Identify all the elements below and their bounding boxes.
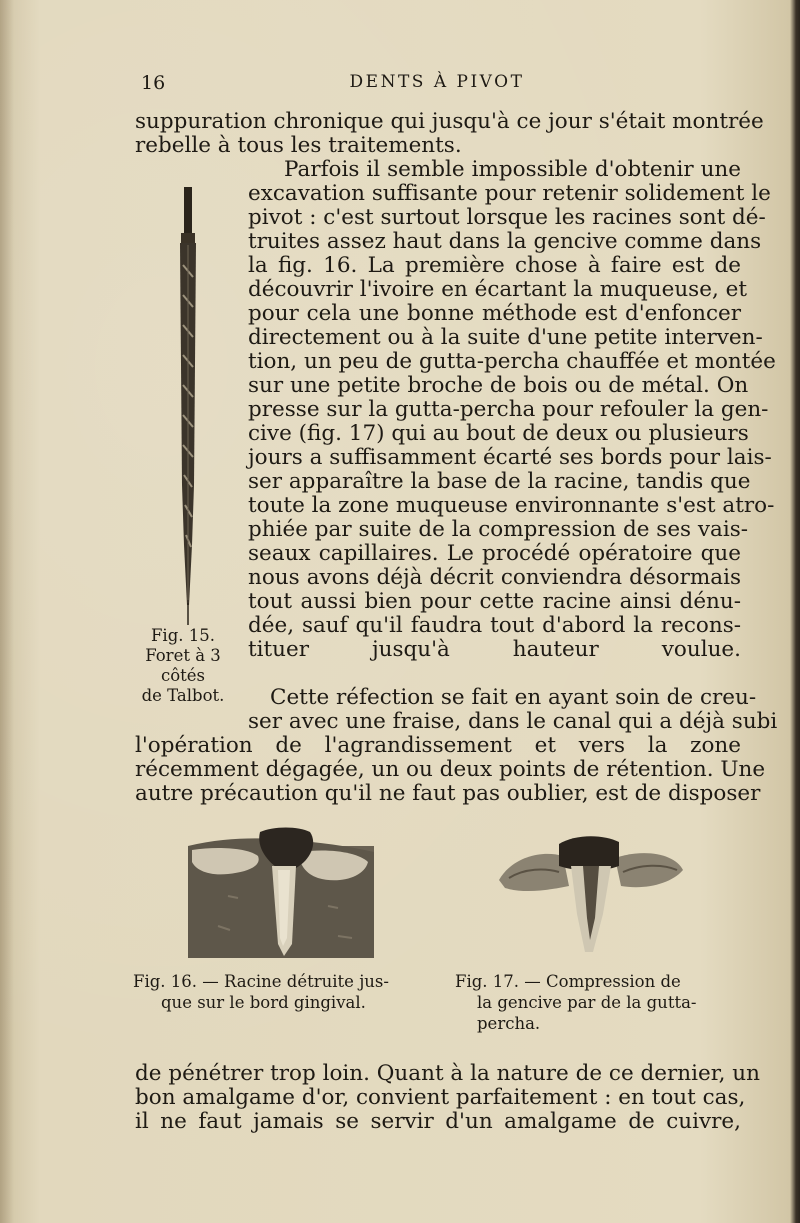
text-line: ser apparaître la base de la racine, tandis que bbox=[248, 469, 751, 494]
text-line: suppuration chronique qui jusqu'à ce jour s'était montrée bbox=[135, 109, 764, 134]
fig15-caption-line: côtés bbox=[160, 666, 206, 685]
text-line: pour cela une bonne méthode est d'enfoncer bbox=[248, 301, 741, 326]
text-line: autre précaution qu'il ne faut pas oublier, est de disposer bbox=[135, 781, 761, 806]
text-line: Parfois il semble impossible d'obtenir une bbox=[284, 157, 741, 182]
page-edge-shadow bbox=[0, 0, 14, 1223]
text-line: de pénétrer trop loin. Quant à la nature de ce dernier, un bbox=[135, 1061, 760, 1086]
fig17-caption-line: percha. bbox=[477, 1014, 541, 1033]
text-line: truites assez haut dans la gencive comme dans bbox=[248, 229, 762, 254]
text-line: tituer jusqu'à hauteur voulue. bbox=[248, 637, 741, 662]
fig17-gutta-percha-illustration bbox=[495, 828, 687, 958]
fig15-caption bbox=[124, 626, 242, 706]
running-title: DENTS À PIVOT bbox=[349, 72, 525, 92]
text-line: phiée par suite de la compression de ses vais- bbox=[248, 517, 749, 542]
fig15-caption-line: Foret à 3 bbox=[145, 646, 221, 665]
fig17-caption-line: la gencive par de la gutta- bbox=[477, 993, 697, 1012]
text-line: pivot : c'est surtout lorsque les racines sont dé- bbox=[248, 205, 766, 230]
text-line: tion, un peu de gutta-percha chauffée et montée bbox=[248, 349, 776, 374]
fig15-caption-line: Fig. 15. bbox=[150, 626, 216, 645]
fig16-caption-line: Fig. 16. — Racine détruite jus- bbox=[133, 972, 389, 991]
text-line: sur une petite broche de bois ou de métal. On bbox=[248, 373, 749, 398]
text-line: la fig. 16. La première chose à faire est de bbox=[248, 253, 741, 278]
text-line: presse sur la gutta-percha pour refouler la gen- bbox=[248, 397, 769, 422]
text-line: Cette réfection se fait en ayant soin de creu- bbox=[270, 685, 757, 710]
text-line: cive (fig. 17) qui au bout de deux ou plusieurs bbox=[248, 421, 749, 446]
text-line: tout aussi bien pour cette racine ainsi dénu- bbox=[248, 589, 741, 614]
running-header bbox=[133, 72, 741, 102]
fig15-caption-line: de Talbot. bbox=[141, 686, 225, 705]
text-line: jours a suffisamment écarté ses bords pour lais- bbox=[248, 445, 772, 470]
text-line: ser avec une fraise, dans le canal qui a déjà subi bbox=[248, 709, 778, 734]
text-line: rebelle à tous les traitements. bbox=[135, 133, 462, 158]
text-line: bon amalgame d'or, convient parfaitement : en tout cas, bbox=[135, 1085, 746, 1110]
page-number: 16 bbox=[141, 72, 166, 94]
fig16-caption-line: que sur le bord gingival. bbox=[161, 993, 366, 1012]
fig17-caption bbox=[455, 971, 745, 1034]
text-line: directement ou à la suite d'une petite interven- bbox=[248, 325, 763, 350]
fig16-root-illustration bbox=[188, 826, 374, 958]
text-line: découvrir l'ivoire en écartant la muqueuse, et bbox=[248, 277, 747, 302]
text-line: toute la zone muqueuse environnante s'est atro- bbox=[248, 493, 775, 518]
fig16-caption bbox=[133, 971, 433, 1013]
text-line: excavation suffisante pour retenir solidement le bbox=[248, 181, 771, 206]
text-line: seaux capillaires. Le procédé opératoire que bbox=[248, 541, 741, 566]
text-line: récemment dégagée, un ou deux points de rétention. Une bbox=[135, 757, 766, 782]
text-line: l'opération de l'agrandissement et vers la zone bbox=[135, 733, 741, 758]
fig17-caption-line: Fig. 17. — Compression de bbox=[455, 972, 681, 991]
text-line: il ne faut jamais se servir d'un amalgame de cuivre, bbox=[135, 1109, 741, 1134]
fig15-drill-illustration bbox=[170, 185, 206, 625]
text-line: dée, sauf qu'il faudra tout d'abord la recons- bbox=[248, 613, 741, 638]
text-line: nous avons déjà décrit conviendra désormais bbox=[248, 565, 741, 590]
